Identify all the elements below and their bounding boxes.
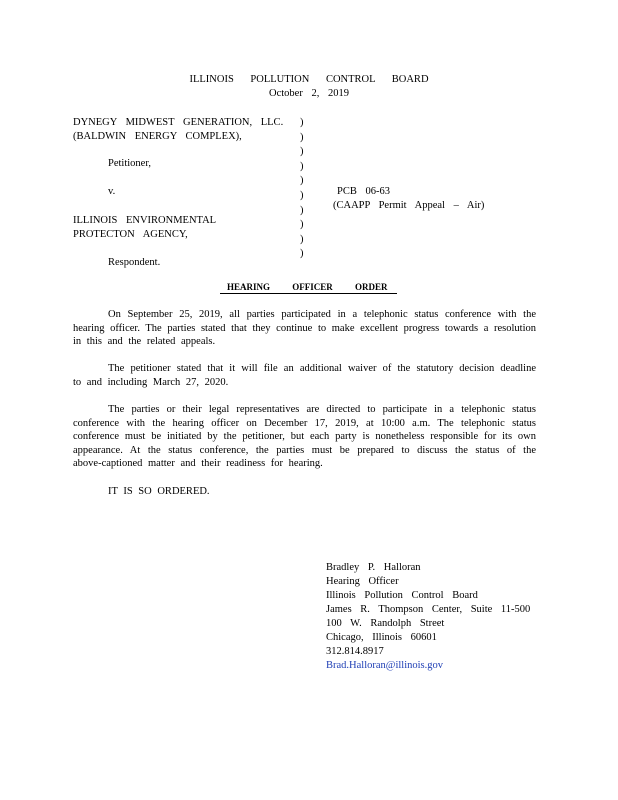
order-date: October 2, 2019 [269, 88, 349, 99]
caption-paren: ) [300, 131, 304, 143]
paragraph-text: On September 25, 2019, all parties participated in a telephonic status conference with the hearing officer. The parties stated that they continue to make excellent progress towards a resolution in this and the related appeals. [73, 309, 536, 347]
case-number: PCB 06-63 [337, 186, 390, 197]
paragraph-text: The petitioner stated that it will file an additional waiver of the statutory decision deadline to and including March 27, 2020. [73, 363, 536, 388]
signature-address1: James R. Thompson Center, Suite 11-500 [326, 604, 531, 615]
caption-paren: ) [300, 248, 304, 260]
so-ordered [73, 485, 536, 499]
order-title: HEARING OFFICER ORDER [220, 282, 397, 294]
paragraph-2 [73, 362, 536, 389]
agency-heading: ILLINOIS POLLUTION CONTROL BOARD [189, 74, 429, 85]
respondent-label: Respondent. [108, 257, 161, 268]
paragraph-text: IT IS SO ORDERED. [108, 486, 210, 497]
caption-paren: ) [300, 219, 304, 231]
signature-org: Illinois Pollution Control Board [326, 590, 478, 601]
signature-name: Bradley P. Halloran [326, 562, 421, 573]
caption-paren: ) [300, 233, 304, 245]
caption-paren: ) [300, 117, 304, 128]
petitioner-name-line2: (BALDWIN ENERGY COMPLEX), [73, 131, 242, 142]
signature-address2: 100 W. Randolph Street [326, 618, 445, 629]
caption-paren: ) [300, 146, 304, 158]
signature-email-link[interactable]: Brad.Halloran@illinois.gov [326, 660, 443, 671]
signature-city: Chicago, Illinois 60601 [326, 632, 437, 643]
case-type: (CAAPP Permit Appeal – Air) [333, 200, 485, 211]
signature-phone: 312.814.8917 [326, 646, 384, 657]
versus-label: v. [108, 186, 116, 197]
petitioner-label: Petitioner, [108, 158, 152, 169]
caption-paren: ) [300, 160, 304, 172]
caption-paren: ) [300, 204, 304, 216]
signature-title: Hearing Officer [326, 576, 399, 587]
respondent-name-line2: PROTECTON AGENCY, [73, 229, 188, 240]
paragraph-3 [73, 403, 536, 471]
petitioner-name-line1: DYNEGY MIDWEST GENERATION, LLC. [73, 117, 284, 128]
paragraph-text: The parties or their legal representatives are directed to participate in a telephonic status conference with the hearing officer on December 17, 2019, at 10:00 a.m. The telephonic status conference must be initiated by the petitioner, but each party is nonetheless responsible for its own appearance. At the status conference, the parties must be prepared to discuss the status of the above-captioned matter and their readiness for hearing. [73, 404, 536, 469]
respondent-name-line1: ILLINOIS ENVIRONMENTAL [73, 215, 217, 226]
paragraph-1 [73, 308, 536, 349]
caption-paren: ) [300, 189, 304, 201]
caption-paren: ) [300, 175, 304, 187]
caption-parenthesis-column [300, 116, 310, 262]
